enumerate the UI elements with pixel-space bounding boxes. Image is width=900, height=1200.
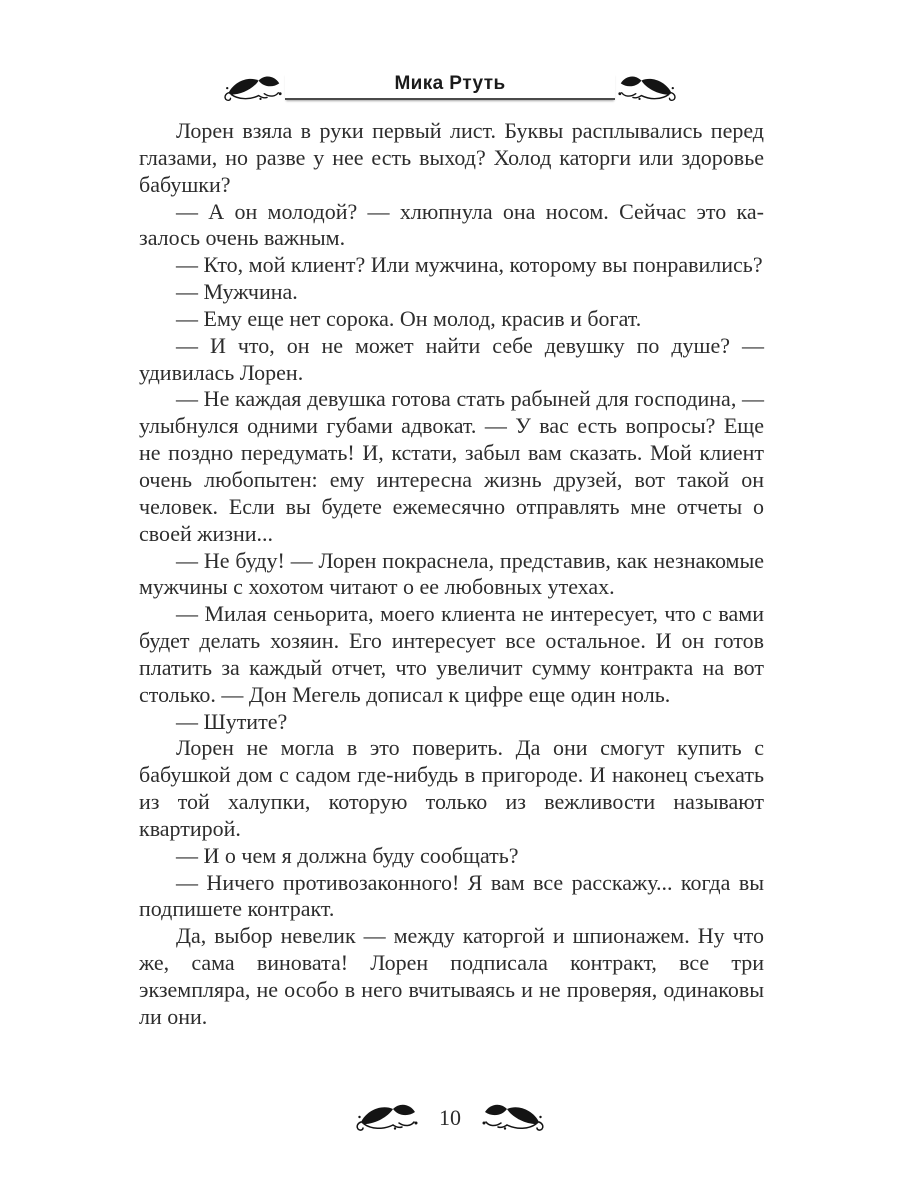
header-rule (285, 73, 615, 100)
page-footer (0, 1100, 900, 1136)
body-text (139, 118, 764, 1031)
paragraph: — Шутите? (176, 708, 288, 734)
page-number: 10 (439, 1105, 461, 1130)
paragraph: — Не каждая девушка готова стать рабыней для господина, — улыбнулся одними губами адвокат. — У вас есть вопросы? Еще не поздно передумать! И, кстати, забыл вам сказать. Мой клиент очень любопытен: ему интересна жизнь друзей, вот такой он человек. Если вы будете ежемесячно отправлять мне отчеты о своей жизни... (139, 386, 764, 546)
paragraph: Да, выбор невелик — между каторгой и шпионажем. Ну что же, сама виновата! Лорен подписала контракт, все три экземпляра, не особо в него вчитываясь и не проверяя, одинаковы ли они. (139, 923, 764, 1029)
paragraph: Лорен не могла в это поверить. Да они смогут купить с бабушкой дом с садом где-нибудь в пригороде. И наконец съехать из той халупки, которую только из вежливости называют квартирой. (139, 735, 764, 841)
paragraph: — Кто, мой клиент? Или мужчина, которому вы понравились? (176, 252, 763, 278)
floral-flourish-icon (355, 1100, 419, 1136)
floral-flourish-icon (617, 72, 677, 106)
author-name: Мика Ртуть (394, 73, 506, 94)
floral-flourish-icon (481, 1100, 545, 1136)
page-header (0, 72, 900, 100)
paragraph: — Ничего противозаконного! Я вам все расскажу... когда вы подпишете контракт. (139, 869, 764, 922)
floral-flourish-icon (223, 72, 283, 106)
paragraph: — А он молодой? — хлюпнула она носом. Сейчас это казалось очень важным. (139, 198, 764, 251)
paragraph: — Милая сеньорита, моего клиента не интересует, что с вами будет делать хозяин. Его интересует все остальное. И он готов платить за каждый отчет, что увеличит сумму контракта на вот столько. — Дон Мегель дописал к цифре еще один ноль. (139, 601, 764, 707)
paragraph: — И что, он не может найти себе девушку по душе? — удивилась Лорен. (139, 332, 764, 385)
paragraph: — Не буду! — Лорен покраснела, представив, как незнакомые мужчины с хохотом читают о ее любовных утехах. (139, 547, 764, 600)
paragraph: — Мужчина. (176, 279, 298, 305)
paragraph: — Ему еще нет сорока. Он молод, красив и богат. (176, 305, 642, 331)
paragraph: — И о чем я должна буду сообщать? (176, 842, 519, 868)
paragraph: Лорен взяла в руки первый лист. Буквы расплывались перед глазами, но разве у нее есть выход? Холод каторги или здоровье бабушки? (139, 118, 764, 197)
